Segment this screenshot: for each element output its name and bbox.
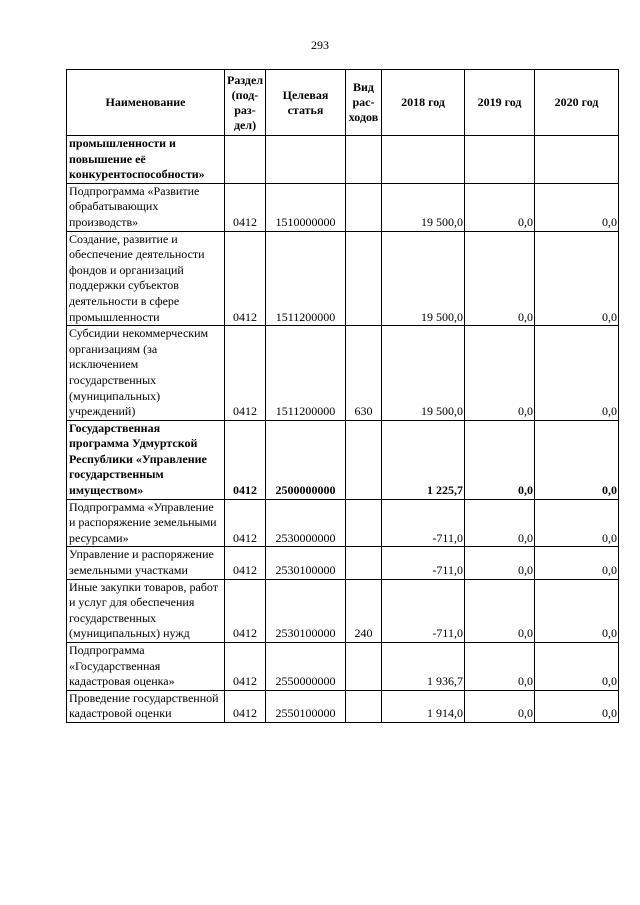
cell-name: Иные закупки товаров, работ и услуг для обеспечения государственных (муниципальных) нужд xyxy=(67,579,225,642)
cell-section: 0412 xyxy=(225,420,266,499)
cell-2020: 0,0 xyxy=(535,547,619,579)
cell-name: Субсидии некоммерческим организациям (за исключением государственных (муниципальных) учреждений) xyxy=(67,326,225,421)
cell-2019: 0,0 xyxy=(465,183,535,231)
cell-target: 1511200000 xyxy=(266,231,346,326)
cell-2019: 0,0 xyxy=(465,690,535,722)
cell-kind xyxy=(346,643,382,691)
cell-2020: 0,0 xyxy=(535,499,619,547)
cell-2018: 19 500,0 xyxy=(382,326,465,421)
cell-section xyxy=(225,136,266,184)
budget-table xyxy=(66,69,619,723)
cell-2019: 0,0 xyxy=(465,231,535,326)
header-target: Целевая статья xyxy=(266,70,346,136)
cell-2020: 0,0 xyxy=(535,690,619,722)
cell-section: 0412 xyxy=(225,547,266,579)
cell-kind xyxy=(346,499,382,547)
header-2019: 2019 год xyxy=(465,70,535,136)
cell-target: 2530100000 xyxy=(266,579,346,642)
cell-2018: 19 500,0 xyxy=(382,231,465,326)
header-section: Раздел (под-раз-дел) xyxy=(225,70,266,136)
table-row xyxy=(67,231,619,326)
cell-target xyxy=(266,136,346,184)
cell-2018 xyxy=(382,136,465,184)
cell-2019: 0,0 xyxy=(465,643,535,691)
cell-kind xyxy=(346,420,382,499)
cell-kind xyxy=(346,136,382,184)
cell-2018: -711,0 xyxy=(382,499,465,547)
table-row xyxy=(67,643,619,691)
cell-section: 0412 xyxy=(225,690,266,722)
cell-section: 0412 xyxy=(225,579,266,642)
cell-name: Государственная программа Удмуртской Республики «Управление государственным имуществом» xyxy=(67,420,225,499)
cell-kind xyxy=(346,690,382,722)
cell-2020: 0,0 xyxy=(535,326,619,421)
cell-2018: 1 914,0 xyxy=(382,690,465,722)
cell-kind: 630 xyxy=(346,326,382,421)
cell-target: 1511200000 xyxy=(266,326,346,421)
table-row xyxy=(67,326,619,421)
cell-name: Подпрограмма «Государственная кадастровая оценка» xyxy=(67,643,225,691)
cell-name: Создание, развитие и обеспечение деятельности фондов и организаций поддержки субъектов деятельности в сфере промышленности xyxy=(67,231,225,326)
cell-section: 0412 xyxy=(225,499,266,547)
cell-target: 2500000000 xyxy=(266,420,346,499)
header-2020: 2020 год xyxy=(535,70,619,136)
cell-2019: 0,0 xyxy=(465,499,535,547)
cell-name: Подпрограмма «Развитие обрабатывающих производств» xyxy=(67,183,225,231)
cell-2020: 0,0 xyxy=(535,231,619,326)
cell-kind xyxy=(346,231,382,326)
cell-section: 0412 xyxy=(225,326,266,421)
cell-section: 0412 xyxy=(225,643,266,691)
cell-kind: 240 xyxy=(346,579,382,642)
cell-2018: 19 500,0 xyxy=(382,183,465,231)
cell-name: Управление и распоряжение земельными участками xyxy=(67,547,225,579)
cell-2019: 0,0 xyxy=(465,547,535,579)
table-row xyxy=(67,579,619,642)
header-kind: Вид рас-ходов xyxy=(346,70,382,136)
cell-2019: 0,0 xyxy=(465,579,535,642)
cell-target: 1510000000 xyxy=(266,183,346,231)
cell-2020: 0,0 xyxy=(535,643,619,691)
cell-kind xyxy=(346,547,382,579)
cell-2020: 0,0 xyxy=(535,579,619,642)
cell-kind xyxy=(346,183,382,231)
cell-target: 2550100000 xyxy=(266,690,346,722)
cell-section: 0412 xyxy=(225,183,266,231)
cell-2019: 0,0 xyxy=(465,420,535,499)
page-number: 293 xyxy=(311,38,329,52)
header-2018: 2018 год xyxy=(382,70,465,136)
table-row xyxy=(67,547,619,579)
cell-name: Подпрограмма «Управление и распоряжение земельными ресурсами» xyxy=(67,499,225,547)
cell-2020: 0,0 xyxy=(535,183,619,231)
cell-section: 0412 xyxy=(225,231,266,326)
table-header-row xyxy=(67,70,619,136)
cell-2018: -711,0 xyxy=(382,579,465,642)
table-row xyxy=(67,420,619,499)
cell-2018: -711,0 xyxy=(382,547,465,579)
table-row xyxy=(67,136,619,184)
table-row xyxy=(67,499,619,547)
table-row xyxy=(67,690,619,722)
cell-2019: 0,0 xyxy=(465,326,535,421)
cell-target: 2550000000 xyxy=(266,643,346,691)
cell-2020: 0,0 xyxy=(535,420,619,499)
table-row xyxy=(67,183,619,231)
header-name: Наименование xyxy=(67,70,225,136)
cell-name: Проведение государственной кадастровой оценки xyxy=(67,690,225,722)
cell-2019 xyxy=(465,136,535,184)
cell-target: 2530100000 xyxy=(266,547,346,579)
cell-2020 xyxy=(535,136,619,184)
cell-2018: 1 225,7 xyxy=(382,420,465,499)
cell-2018: 1 936,7 xyxy=(382,643,465,691)
cell-name: промышленности и повышение её конкурентоспособности» xyxy=(67,136,225,184)
cell-target: 2530000000 xyxy=(266,499,346,547)
